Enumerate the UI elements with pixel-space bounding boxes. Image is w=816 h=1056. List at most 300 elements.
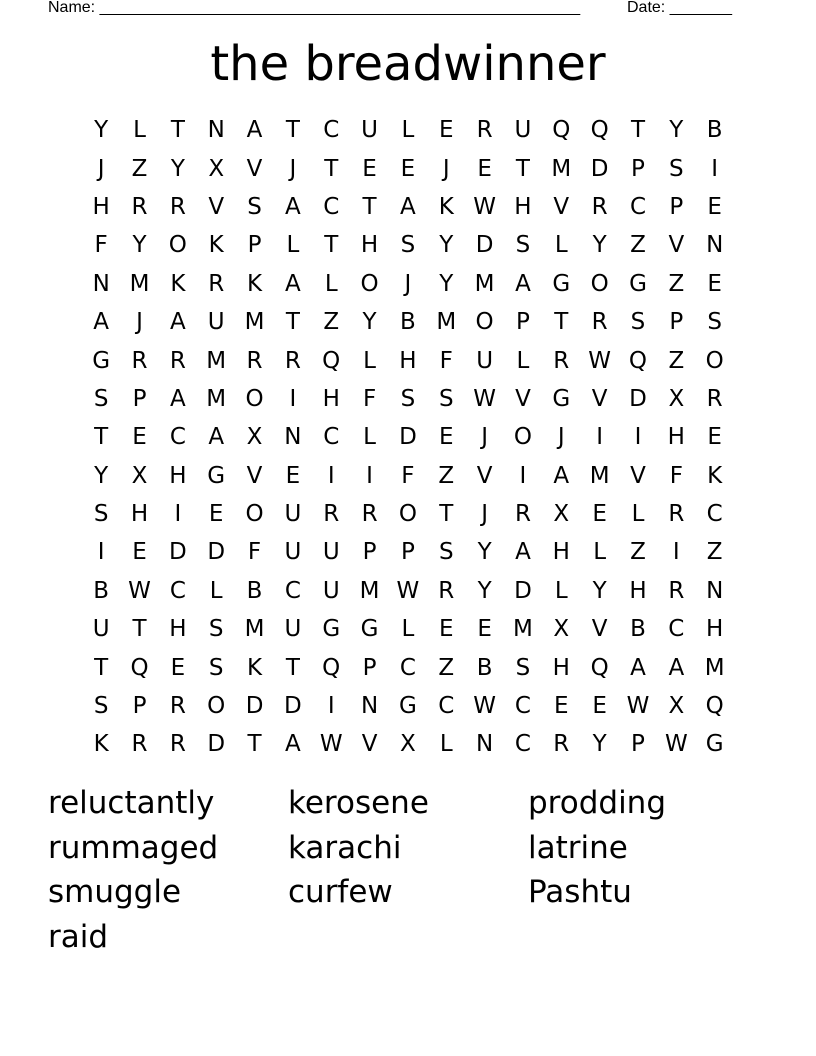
grid-letter: L — [554, 232, 568, 259]
grid-letter: E — [707, 193, 722, 220]
grid-letter: C — [629, 193, 647, 220]
grid-letter: R — [131, 731, 148, 758]
grid-letter: M — [436, 309, 457, 336]
grid-row — [82, 648, 734, 686]
grid-letter: E — [477, 616, 492, 643]
grid-letter: U — [284, 539, 302, 566]
grid-letter: Z — [131, 155, 148, 182]
grid-letter: Z — [438, 462, 455, 489]
grid-letter: T — [247, 731, 262, 758]
grid-letter: E — [438, 117, 454, 144]
grid-letter: V — [246, 462, 263, 489]
grid-letter: E — [362, 155, 377, 182]
grid-letter: H — [552, 654, 570, 681]
grid-row — [82, 533, 734, 571]
grid-letter: A — [630, 654, 646, 681]
grid-letter: N — [476, 731, 494, 758]
grid-letter: P — [400, 539, 415, 566]
grid-letter: I — [327, 462, 335, 489]
grid-letter: R — [169, 347, 186, 374]
grid-letter: X — [246, 424, 263, 451]
grid-letter: N — [92, 270, 110, 297]
grid-letter: Y — [592, 232, 607, 259]
grid-letter: V — [246, 155, 263, 182]
grid-letter: L — [401, 616, 415, 643]
grid-letter: Y — [592, 577, 607, 604]
grid-letter: K — [208, 232, 224, 259]
grid-row — [82, 495, 734, 533]
grid-letter: C — [438, 693, 455, 720]
grid-letter: Q — [590, 117, 609, 144]
grid-row — [82, 341, 734, 379]
word-list-item: curfew — [288, 874, 393, 911]
grid-letter: W — [396, 577, 420, 604]
grid-letter: R — [284, 347, 301, 374]
grid-letter: L — [631, 501, 645, 528]
grid-letter: L — [324, 270, 338, 297]
grid-letter: T — [630, 117, 646, 144]
grid-letter: S — [438, 539, 454, 566]
grid-letter: C — [323, 193, 340, 220]
grid-letter: W — [626, 693, 650, 720]
grid-letter: O — [245, 385, 264, 412]
grid-letter: H — [92, 193, 110, 220]
grid-letter: V — [630, 462, 646, 489]
grid-letter: C — [706, 501, 723, 528]
grid-letter: H — [360, 232, 379, 259]
grid-letter: S — [93, 501, 109, 528]
grid-letter: H — [706, 616, 724, 643]
grid-letter: X — [553, 501, 570, 528]
grid-letter: V — [476, 462, 493, 489]
grid-letter: B — [630, 616, 646, 643]
grid-row — [82, 303, 734, 341]
grid-letter: I — [596, 424, 604, 451]
grid-letter: B — [246, 577, 263, 604]
grid-letter: R — [591, 193, 608, 220]
grid-letter: V — [515, 385, 531, 412]
grid-letter: Q — [590, 654, 609, 681]
grid-letter: J — [289, 155, 297, 182]
grid-letter: U — [514, 117, 532, 144]
grid-letter: X — [208, 155, 225, 182]
grid-letter: U — [284, 501, 302, 528]
grid-letter: Z — [438, 654, 455, 681]
grid-letter: C — [668, 616, 685, 643]
grid-letter: J — [557, 424, 565, 451]
grid-letter: Y — [477, 577, 492, 604]
grid-row — [82, 111, 734, 149]
grid-letter: S — [208, 616, 224, 643]
grid-letter: D — [245, 693, 264, 720]
grid-letter: R — [131, 347, 148, 374]
grid-letter: Y — [362, 309, 377, 336]
grid-row — [82, 188, 734, 226]
grid-letter: E — [132, 424, 147, 451]
grid-letter: I — [519, 462, 527, 489]
grid-letter: S — [400, 232, 416, 259]
date-field[interactable]: Date: _______ — [627, 0, 732, 16]
grid-letter: P — [132, 693, 147, 720]
grid-letter: E — [132, 539, 147, 566]
grid-letter: H — [667, 424, 685, 451]
grid-letter: W — [664, 731, 688, 758]
grid-letter: K — [247, 654, 263, 681]
grid-letter: K — [247, 270, 263, 297]
word-list-item: rummaged — [48, 829, 219, 866]
grid-letter: B — [400, 309, 416, 336]
grid-letter: A — [553, 462, 570, 489]
grid-letter: Q — [322, 347, 341, 374]
grid-letter: R — [361, 501, 378, 528]
grid-letter: U — [207, 309, 225, 336]
grid-letter: R — [591, 309, 608, 336]
grid-letter: R — [553, 347, 570, 374]
grid-letter: D — [399, 424, 417, 451]
grid-letter: Y — [94, 117, 109, 144]
grid-letter: G — [92, 347, 111, 374]
grid-letter: V — [591, 616, 608, 643]
grid-letter: P — [516, 309, 530, 336]
grid-letter: F — [247, 539, 262, 566]
grid-letter: T — [324, 155, 339, 182]
grid-letter: O — [168, 232, 187, 259]
grid-letter: F — [94, 232, 108, 259]
grid-letter: W — [128, 577, 151, 604]
grid-letter: I — [97, 539, 105, 566]
grid-letter: Z — [323, 309, 340, 336]
grid-letter: Z — [706, 539, 723, 566]
grid-letter: S — [247, 193, 262, 220]
grid-letter: C — [169, 424, 186, 451]
grid-letter: K — [707, 462, 723, 489]
grid-letter: I — [366, 462, 373, 489]
grid-letter: M — [704, 654, 725, 681]
grid-letter: I — [174, 501, 182, 528]
grid-letter: Q — [705, 693, 724, 720]
grid-letter: A — [515, 270, 531, 297]
grid-letter: G — [399, 693, 417, 720]
grid-letter: M — [474, 270, 495, 297]
grid-letter: R — [668, 577, 685, 604]
name-field[interactable]: Name: ______________________________________________________ — [48, 0, 581, 16]
letter-grid — [82, 111, 734, 764]
grid-letter: F — [362, 385, 377, 412]
grid-row — [82, 610, 734, 648]
grid-row — [82, 725, 734, 763]
grid-letter: S — [515, 232, 531, 259]
grid-letter: T — [554, 309, 569, 336]
grid-letter: T — [170, 117, 185, 144]
grid-letter: T — [285, 117, 300, 144]
grid-letter: U — [322, 577, 340, 604]
grid-letter: X — [668, 385, 685, 412]
grid-letter: A — [208, 424, 225, 451]
grid-letter: R — [438, 577, 455, 604]
grid-letter: G — [629, 270, 647, 297]
grid-letter: Z — [630, 232, 646, 259]
grid-letter: Y — [592, 731, 607, 758]
grid-letter: M — [244, 309, 265, 336]
word-list-item: Pashtu — [528, 874, 632, 911]
grid-letter: M — [551, 155, 572, 182]
grid-letter: Z — [668, 270, 685, 297]
grid-letter: R — [514, 501, 531, 528]
grid-letter: Y — [439, 270, 454, 297]
grid-letter: N — [284, 424, 302, 451]
grid-letter: M — [589, 462, 610, 489]
word-list-item: karachi — [288, 829, 402, 866]
grid-letter: Z — [668, 347, 685, 374]
grid-letter: U — [361, 117, 378, 144]
grid-row — [82, 687, 734, 725]
grid-letter: E — [438, 424, 454, 451]
grid-letter: O — [245, 501, 264, 528]
grid-letter: H — [130, 501, 149, 528]
grid-letter: G — [360, 616, 379, 643]
grid-letter: S — [438, 385, 454, 412]
grid-letter: O — [590, 270, 609, 297]
grid-letter: R — [169, 731, 186, 758]
grid-letter: C — [514, 693, 531, 720]
grid-letter: H — [552, 539, 570, 566]
grid-letter: E — [554, 693, 569, 720]
grid-letter: E — [707, 424, 722, 451]
grid-letter: C — [169, 577, 186, 604]
grid-letter: S — [669, 155, 684, 182]
grid-letter: Q — [628, 347, 648, 374]
grid-letter: W — [473, 193, 496, 220]
grid-letter: T — [362, 193, 377, 220]
grid-letter: R — [208, 270, 225, 297]
grid-letter: Y — [477, 539, 492, 566]
grid-letter: E — [477, 155, 492, 182]
grid-letter: M — [206, 385, 227, 412]
grid-letter: A — [400, 193, 416, 220]
word-list-item: prodding — [528, 785, 667, 821]
grid-letter: W — [588, 347, 612, 374]
grid-letter: L — [363, 347, 376, 374]
word-list-item: smuggle — [48, 874, 182, 911]
grid-letter: P — [247, 232, 262, 259]
grid-letter: C — [323, 117, 340, 144]
grid-letter: T — [439, 501, 454, 528]
grid-letter: R — [706, 385, 723, 412]
grid-letter: Z — [630, 539, 646, 566]
grid-row — [82, 226, 734, 264]
grid-letter: D — [169, 539, 187, 566]
grid-letter: L — [363, 424, 376, 451]
grid-letter: K — [170, 270, 186, 297]
grid-letter: N — [360, 693, 379, 720]
grid-row — [82, 572, 734, 610]
grid-letter: S — [93, 385, 109, 412]
grid-letter: O — [207, 693, 226, 720]
grid-letter: M — [206, 347, 227, 374]
grid-letter: J — [97, 155, 105, 182]
grid-letter: J — [442, 155, 450, 182]
grid-letter: A — [246, 117, 263, 144]
grid-letter: D — [514, 577, 532, 604]
grid-letter: Y — [132, 232, 147, 259]
grid-letter: R — [246, 347, 263, 374]
grid-letter: H — [322, 385, 340, 412]
grid-letter: S — [515, 654, 531, 681]
grid-letter: K — [93, 731, 109, 758]
grid-letter: W — [473, 693, 496, 720]
grid-letter: H — [629, 577, 647, 604]
grid-letter: N — [706, 577, 724, 604]
grid-letter: W — [319, 731, 343, 758]
grid-letter: A — [285, 193, 301, 220]
grid-letter: Q — [130, 654, 149, 681]
grid-letter: R — [131, 193, 148, 220]
grid-letter: L — [209, 577, 223, 604]
grid-letter: A — [668, 654, 685, 681]
grid-letter: E — [592, 501, 607, 528]
grid-letter: Y — [170, 155, 185, 182]
grid-letter: J — [136, 309, 143, 336]
grid-letter: P — [669, 309, 684, 336]
grid-letter: D — [629, 385, 647, 412]
grid-letter: R — [476, 117, 493, 144]
grid-row — [82, 418, 734, 456]
grid-letter: D — [475, 232, 494, 259]
grid-row — [82, 380, 734, 418]
grid-letter: H — [514, 193, 532, 220]
grid-letter: O — [398, 501, 417, 528]
grid-letter: Y — [439, 232, 454, 259]
grid-letter: R — [668, 501, 685, 528]
grid-letter: S — [93, 693, 109, 720]
grid-letter: A — [93, 309, 110, 336]
word-list-item: kerosene — [288, 785, 429, 821]
grid-letter: B — [706, 117, 723, 144]
grid-letter: P — [631, 155, 645, 182]
grid-letter: L — [401, 117, 415, 144]
grid-letter: A — [285, 731, 301, 758]
grid-letter: R — [169, 193, 186, 220]
grid-letter: G — [552, 270, 571, 297]
grid-letter: I — [289, 385, 297, 412]
grid-letter: D — [207, 539, 226, 566]
grid-letter: A — [285, 270, 301, 297]
grid-letter: C — [514, 731, 531, 758]
grid-letter: D — [284, 693, 302, 720]
grid-row — [82, 457, 734, 495]
grid-letter: C — [323, 424, 340, 451]
grid-letter: V — [361, 731, 378, 758]
grid-letter: I — [711, 155, 719, 182]
grid-letter: T — [285, 309, 300, 336]
grid-letter: T — [94, 424, 109, 451]
grid-letter: P — [362, 654, 377, 681]
grid-letter: X — [400, 731, 416, 758]
grid-letter: V — [208, 193, 225, 220]
grid-letter: U — [476, 347, 494, 374]
grid-letter: H — [169, 462, 187, 489]
grid-letter: S — [208, 654, 224, 681]
grid-letter: I — [672, 539, 680, 566]
grid-letter: P — [362, 539, 377, 566]
grid-letter: T — [285, 654, 300, 681]
grid-letter: O — [475, 309, 494, 336]
grid-letter: O — [513, 424, 532, 451]
grid-letter: B — [93, 577, 110, 604]
grid-letter: Q — [322, 654, 341, 681]
grid-letter: T — [515, 155, 530, 182]
grid-letter: A — [169, 385, 186, 412]
grid-letter: E — [170, 654, 186, 681]
grid-letter: A — [515, 539, 531, 566]
grid-letter: V — [553, 193, 570, 220]
grid-letter: C — [399, 654, 416, 681]
grid-letter: H — [399, 347, 417, 374]
grid-letter: L — [133, 117, 146, 144]
grid-letter: J — [481, 501, 488, 528]
grid-letter: M — [129, 270, 150, 297]
grid-row — [82, 265, 734, 303]
grid-letter: L — [593, 539, 607, 566]
word-list — [48, 781, 768, 960]
grid-letter: U — [92, 616, 110, 643]
grid-letter: O — [705, 347, 724, 374]
grid-letter: X — [553, 616, 570, 643]
grid-letter: J — [481, 424, 488, 451]
grid-letter: S — [630, 309, 646, 336]
grid-letter: P — [631, 731, 645, 758]
grid-letter: T — [324, 232, 339, 259]
grid-letter: M — [359, 577, 380, 604]
grid-letter: B — [476, 654, 493, 681]
grid-letter: M — [244, 616, 265, 643]
word-list-item: reluctantly — [48, 785, 215, 821]
word-list-item: latrine — [528, 829, 628, 866]
grid-letter: P — [132, 385, 147, 412]
grid-letter: V — [668, 232, 685, 259]
grid-letter: G — [322, 616, 341, 643]
grid-letter: N — [207, 117, 225, 144]
grid-letter: F — [439, 347, 453, 374]
grid-letter: T — [132, 616, 147, 643]
grid-letter: L — [286, 232, 300, 259]
grid-letter: C — [284, 577, 301, 604]
grid-letter: D — [590, 155, 609, 182]
grid-letter: P — [669, 193, 684, 220]
grid-letter: M — [513, 616, 533, 643]
word-list-item: raid — [48, 919, 109, 956]
grid-letter: K — [438, 193, 454, 220]
grid-letter: H — [169, 616, 187, 643]
grid-letter: O — [360, 270, 379, 297]
grid-letter: L — [554, 577, 568, 604]
grid-letter: S — [400, 385, 416, 412]
grid-letter: Q — [552, 117, 571, 144]
grid-letter: G — [705, 731, 724, 758]
grid-letter: I — [634, 424, 642, 451]
grid-letter: Y — [669, 117, 684, 144]
grid-letter: E — [592, 693, 607, 720]
grid-letter: E — [400, 155, 416, 182]
grid-letter: E — [208, 501, 224, 528]
grid-letter: X — [668, 693, 685, 720]
grid-letter: V — [591, 385, 608, 412]
grid-letter: S — [707, 309, 722, 336]
grid-letter: E — [707, 270, 722, 297]
grid-letter: D — [207, 731, 226, 758]
grid-letter: E — [285, 462, 301, 489]
grid-letter: F — [669, 462, 683, 489]
